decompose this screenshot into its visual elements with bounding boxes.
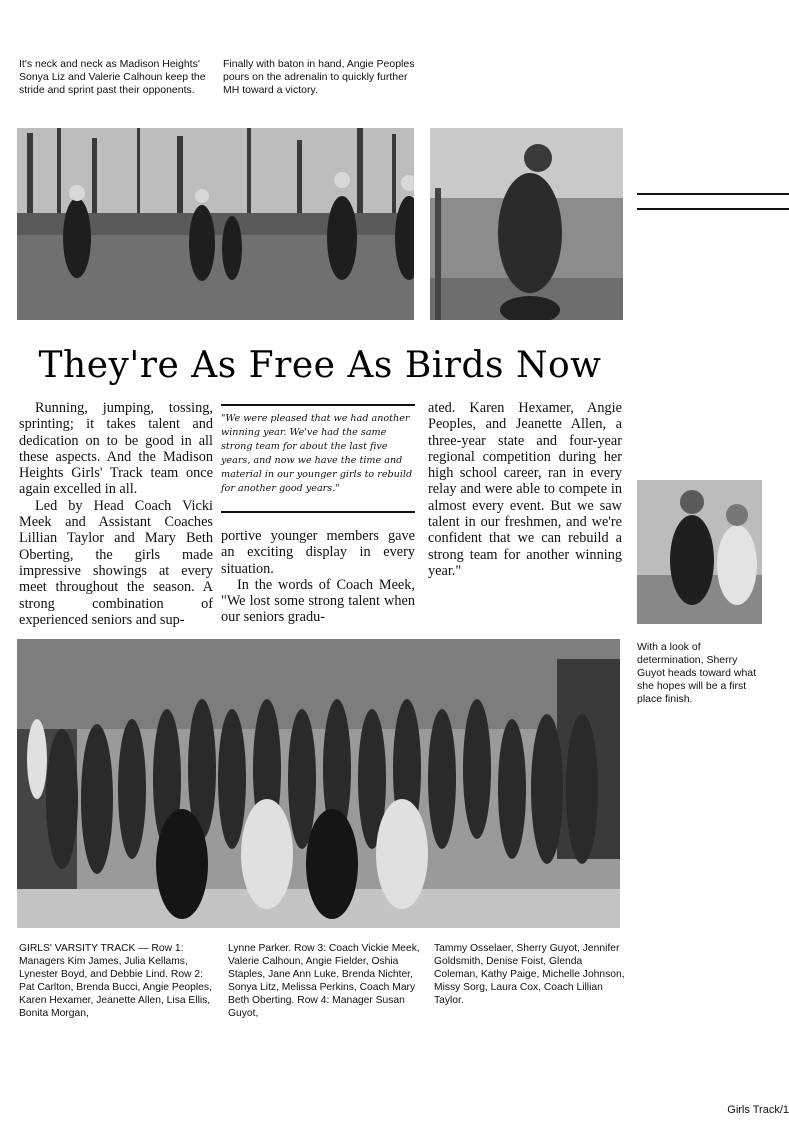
- pull-quote: "We were pleased that we had another winning year. We've had the same strong team for about the last five years, and now we have the time and material in our younger girls to rebuild for another good years.": [221, 413, 413, 494]
- photo-sprint-race: [17, 128, 414, 320]
- roster-caption-col2: Lynne Parker. Row 3: Coach Vickie Meek, Valerie Calhoun, Angie Fielder, Oshia Staples, Jane Ann Luke, Brenda Nichter, Sonya Litz, Melissa Perkins, Coach Mary Beth Oberting. Row 4: Manager Susan Guyot,: [228, 943, 420, 1019]
- quote-rule-bottom: [221, 511, 415, 513]
- photo-baton-runner: [430, 128, 623, 320]
- page-footer: Girls Track/1: [727, 1104, 789, 1116]
- divider-rule: [637, 193, 789, 195]
- article-column-3: [428, 400, 622, 579]
- divider-rule: [637, 208, 789, 210]
- article-column-1: [19, 400, 213, 628]
- caption-race-photo: It's neck and neck as Madison Heights' Sonya Liz and Valerie Calhoun keep the stride and sprint past their opponents.: [19, 58, 206, 96]
- caption-baton-photo: Finally with baton in hand, Angie Peoples pours on the adrenalin to quickly further MH toward a victory.: [223, 58, 415, 96]
- article-paragraph: Led by Head Coach Vicki Meek and Assistant Coaches Lillian Taylor and Mary Beth Oberting, the girls made impressive showings at every meet throughout the season. A strong combination of experienced seniors and sup-: [19, 497, 213, 628]
- caption-side-photo: With a look of determination, Sherry Guyot heads toward what she hopes will be a first place finish.: [637, 641, 757, 705]
- article-paragraph: Running, jumping, tossing, sprinting; it takes talent and dedication on to be good in all these aspects. And the Madison Heights Girls' Track team once again excelled in all.: [19, 400, 213, 498]
- article-paragraph: portive younger members gave an exciting display in every situation.: [221, 528, 415, 577]
- roster-caption-col3: Tammy Osselaer, Sherry Guyot, Jennifer Goldsmith, Denise Foist, Glenda Coleman, Kathy Paige, Michelle Johnson, Missy Sorg, Laura Cox, Coach Lillian Taylor.: [434, 943, 625, 1006]
- article-paragraph: ated. Karen Hexamer, Angie Peoples, and Jeanette Allen, a three-year state and four-year regional competition during her high school career, ran in every relay and were able to compete in almost every event. But we saw talent in our freshmen, and we're confident that we can rebuild a strong team for another winning year.": [428, 400, 622, 579]
- photo-sherry-guyot: [637, 480, 762, 624]
- photo-team-group: [17, 639, 620, 928]
- roster-caption-col1: GIRLS' VARSITY TRACK — Row 1: Managers Kim James, Julia Kellams, Lynester Boyd, and Debbie Lind. Row 2: Pat Carlton, Brenda Bucci, Angie Peoples, Karen Hexamer, Jeanette Allen, Lisa Ellis, Bonita Morgan,: [19, 943, 212, 1019]
- article-paragraph: In the words of Coach Meek, "We lost some strong talent when our seniors gradu-: [221, 576, 415, 626]
- article-column-2: [221, 528, 415, 626]
- headline: They're As Free As Birds Now: [38, 345, 602, 386]
- quote-rule-top: [221, 404, 415, 406]
